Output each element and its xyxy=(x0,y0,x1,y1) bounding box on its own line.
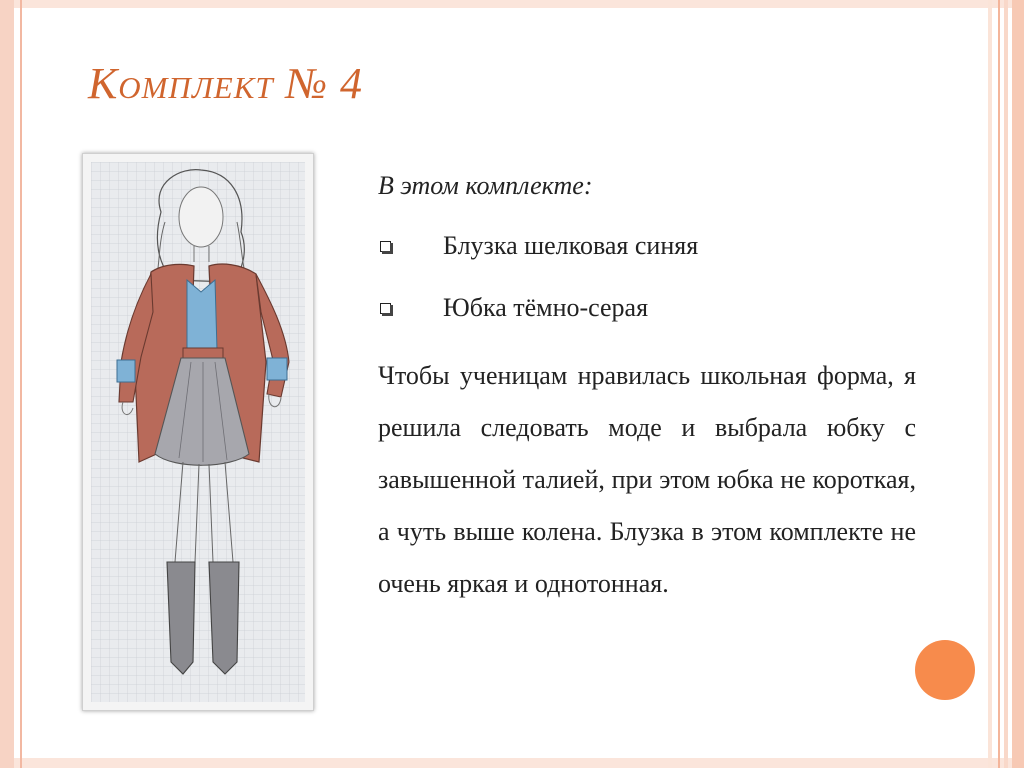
frame-left-border xyxy=(0,0,14,768)
frame-right-border xyxy=(974,0,1024,768)
content-block xyxy=(378,166,916,610)
square-bullet-icon xyxy=(380,241,391,252)
list-item-blouse xyxy=(378,226,916,266)
frame-left-line xyxy=(20,0,22,768)
list-item-skirt xyxy=(378,288,916,328)
description-paragraph: Чтобы ученицам нравилась школьная форма, я решила следовать моде и выбрала юбку с завышенной талией, при этом юбка не короткая, а чуть выше колена. Блузка в этом комплекте не очень яркая и однотонная. xyxy=(378,361,916,598)
frame-top-border xyxy=(0,0,1024,8)
list-item-label: Юбка тёмно-серая xyxy=(443,293,649,322)
outfit-sketch-image xyxy=(82,153,314,711)
decorative-circle xyxy=(915,640,975,700)
slide-title: Комплект № 4 xyxy=(88,59,364,108)
list-item-label: Блузка шелковая синяя xyxy=(443,231,699,260)
fashion-sketch-drawing xyxy=(91,162,305,702)
intro-text: В этом комплекте: xyxy=(378,171,593,200)
square-bullet-icon xyxy=(380,303,391,314)
frame-bottom-border xyxy=(0,758,1024,768)
